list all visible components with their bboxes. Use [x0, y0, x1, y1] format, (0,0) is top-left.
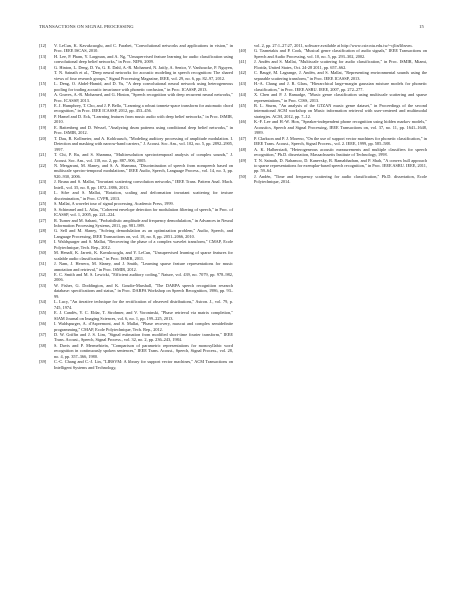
reference-entry	[239, 70, 427, 81]
reference-text: L. Deng, O. Abdel-Hamid, and D. Yu, "A deep convolutional neural network using heterogeneous pooling for trading acoustic invariance with phonetic confusion," in Proc. ICASSP, 2013.	[54, 81, 233, 92]
reference-text: I. Waldspurger and S. Mallat, "Recovering the phase of a complex wavelet transform," CMAP, Ecole Polytechnique, Tech. Rep., 2012.	[54, 239, 233, 250]
reference-number: [41]	[239, 59, 247, 65]
reference-text: P. Clarkson and P. J. Moreno, "On the use of support vector machines for phonetic classification," in IEEE Trans. Acoust., Speech, Signal Process., vol. 2. IEEE, 1999, pp. 585–588.	[254, 135, 427, 147]
references-right-column	[239, 43, 427, 185]
reference-number: [43]	[239, 81, 247, 87]
reference-entry	[239, 158, 427, 174]
reference-text: P. Hamel and D. Eck, "Learning features from music audio with deep belief networks," in Proc. ISMIR, 2010.	[54, 113, 233, 125]
reference-text: J. Nam, J. Herrera, M. Slaney, and J. Smith, "Learning sparse feature representations for music annotation and retrieval," in Proc. ISMIR, 2012.	[54, 261, 233, 272]
reference-entry	[239, 136, 427, 147]
reference-number: [15]	[39, 81, 47, 87]
reference-number: [36]	[39, 321, 47, 327]
reference-text: J. Bruna and S. Mallat, "Invariant scattering convolution networks," IEEE Trans. Pattern Anal. Mach. Intell., vol. 35, no. 8, pp. 1872–1886, 2013.	[54, 179, 233, 190]
reference-number: [16]	[39, 92, 47, 98]
reference-entry	[39, 228, 233, 239]
reference-text: S. Davis and P. Mermelstein, "Comparison of parametric representations for monosyllabic word recognition in continuously spoken sentences," IEEE Trans. Acoust., Speech, Signal Process., vol. 28, no. 4, pp. 357–366, 1980.	[54, 342, 233, 359]
reference-entry	[39, 81, 233, 92]
reference-number: [14]	[39, 64, 47, 70]
reference-text: N. Mesgarani, M. Slaney, and S. A. Shamma, "Discrimination of speech from nonspeech based on multiscale spectro-temporal modulations," IEEE Audio, Speech, Language Process., vol. 14, no. 3, pp. 920–930, 2006.	[54, 162, 233, 179]
reference-entry	[39, 321, 233, 332]
reference-number: [26]	[39, 206, 47, 212]
reference-entry	[239, 92, 427, 103]
reference-text: W. Fisher, G. Doddington, and K. Goudie-Marshall, "The DARPA speech recognition research database: specifications and status," in Proc. DARPA Workshop on Speech Recognition, 1986, pp. 93–99.	[54, 282, 233, 299]
reference-number: [32]	[39, 272, 47, 278]
reference-entry	[39, 332, 233, 343]
reference-text: T. Chi, P. Ru, and S. Shamma, "Multiresolution spectrotemporal analysis of complex sounds," J. Acoust. Soc. Am., vol. 118, no. 2, pp. 887–906, 2005.	[54, 152, 233, 163]
reference-entry	[239, 174, 427, 185]
reference-number: [42]	[239, 70, 247, 76]
reference-entry	[39, 310, 233, 321]
reference-number: [31]	[39, 261, 47, 267]
reference-number: [22]	[39, 162, 47, 168]
page-number: 15	[419, 24, 424, 29]
reference-text: T. Dau, B. Kollmeier, and A. Kohlrausch, "Modeling auditory processing of amplitude modulation. I. Detection and masking with narrow-band carriers," J. Acoust. Soc. Am., vol. 102, no. 5, pp. 2892–2905, 1997.	[54, 135, 233, 152]
journal-title: TRANSACTIONS ON SIGNAL PROCESSING	[39, 24, 134, 29]
reference-entry	[39, 114, 233, 125]
reference-entry	[39, 125, 233, 136]
reference-number: [12]	[39, 43, 47, 48]
reference-text: E. Battenberg and D. Wessel, "Analyzing drum patterns using conditional deep belief networks," in Proc. ISMIR, 2012.	[54, 124, 233, 136]
reference-text: G. Tzanetakis and P. Cook, "Musical genre classification of audio signals," IEEE Transactions on Speech and Audio Processing, vol. 10, no. 5, pp. 293–302, 2002.	[254, 48, 427, 59]
reference-text: E. C. Smith and M. S. Lewicki, "Efficient auditory coding," Nature, vol. 439, no. 7079, pp. 978–982, 2006.	[54, 272, 233, 283]
reference-entry	[39, 343, 233, 359]
reference-number: [13]	[39, 53, 47, 59]
reference-entry	[239, 48, 427, 59]
reference-number: [29]	[39, 239, 47, 245]
reference-text: M. Henaff, K. Jarrett, K. Kavukcuoglu, and Y. LeCun, "Unsupervised learning of sparse features for scalable audio classification," in Proc. ISMIR, 2011.	[54, 250, 233, 261]
reference-number: [20]	[39, 135, 47, 141]
reference-text: L. Lucy, "An iterative technique for the rectification of observed distributions," Astron. J., vol. 79, p. 745, 1974.	[54, 299, 233, 310]
reference-number: [24]	[39, 190, 47, 196]
reference-entry	[39, 152, 233, 163]
reference-entry	[239, 147, 427, 158]
reference-entry	[39, 359, 233, 370]
reference-number: [28]	[39, 228, 47, 234]
reference-text: V. LeCun, K. Kavukcuoglu, and C. Farabet, "Convolutional networks and applications in vision," in Proc. IEEE ISCAS, 2010.	[54, 43, 233, 54]
reference-text: S. Mallat, A wavelet tour of signal processing. Academic Press, 1999.	[54, 201, 174, 207]
reference-text: G. Sell and M. Slaney, "Solving demodulation as an optimization problem," Audio, Speech, and Language Processing, IEEE Transactions on, vol. 18, no. 8, pp. 2051–2066, 2010.	[54, 228, 233, 239]
reference-entry	[239, 81, 427, 92]
reference-number: [19]	[39, 124, 47, 130]
reference-entry	[39, 136, 233, 152]
reference-text: E. J. Candès, Y. C. Eldar, T. Strohmer, and V. Voroninski, "Phase retrieval via matrix completion," SIAM Journal on Imaging Sciences, vol. 6, no. 1, pp. 199–225, 2013.	[54, 310, 233, 321]
reference-text: I. Waldspurger, A. d'Aspremont, and S. Mallat, "Phase recovery, maxcut and complex semidefinite programming," CMAP, Ecole Polytechnique, Tech. Rep., 2012.	[54, 321, 233, 332]
reference-number: [25]	[39, 201, 47, 207]
reference-text: L. Sifre and S. Mallat, "Rotation, scaling and deformation invariant scattering for texture discrimination," in Proc. CVPR, 2013.	[54, 190, 233, 201]
reference-text: H. Lee, P. Pham, Y. Largman, and A. Ng, "Unsupervised feature learning for audio classification using convolutional deep belief networks," in Proc. NIPS, 2009.	[54, 53, 233, 65]
reference-entry	[239, 103, 427, 119]
reference-entry	[39, 54, 233, 65]
reference-entry	[39, 261, 233, 272]
reference-entry	[239, 119, 427, 135]
reference-text: C. Baugé, M. Lagrange, J. Andén, and S. Mallat, "Representing environmental sounds using the separable scattering transform," in Proc. IEEE ICASSP, 2013.	[254, 70, 427, 81]
reference-entry	[39, 43, 233, 54]
reference-text: vol. 2, pp. 27:1–27:27, 2011, software available at http://www.csie.ntu.edu.tw/~cjlin/libsvm.	[254, 43, 413, 48]
reference-entry	[39, 190, 233, 201]
reference-text: C.-C. Chang and C.-J. Lin, "LIBSVM: A library for support vector machines," ACM Transactions on Intelligent Systems and Technology,	[54, 359, 233, 370]
reference-text: E. J. Humphrey, T. Cho, and J. P. Bello, "Learning a robust tonnetz-space transform for automatic chord recognition," in Proc. IEEE ICASSP, 2012, pp. 453–456.	[54, 102, 233, 114]
reference-number: [23]	[39, 179, 47, 185]
reference-number: [21]	[39, 152, 47, 158]
reference-text: X. Chen and P. J. Ramadge, "Music genre classification using multiscale scattering and sparse representations," in Proc. CISS, 2013.	[254, 92, 427, 103]
reference-entry	[39, 103, 233, 114]
reference-entry	[39, 163, 233, 179]
reference-number: [40]	[239, 48, 247, 54]
reference-entry	[39, 250, 233, 261]
reference-text: H.-A. Chang and J. R. Glass, "Hierarchical large-margin gaussian mixture models for phonetic classification," in Proc. IEEE ASRU. IEEE, 2007, pp. 272–277.	[254, 81, 427, 92]
reference-text: R. Turner and M. Sahani, "Probabilistic amplitude and frequency demodulation," in Advances in Neural Information Processing Systems, 2011, pp. 981–989.	[54, 217, 233, 228]
reference-text: S. Schimmel and L. Atlas, "Coherent envelope detection for modulation filtering of speech," in Proc. of ICASSP, vol. 1, 2005, pp. 221–224.	[54, 206, 233, 218]
reference-text: A. Graves, A.-R. Mohamed, and G. Hinton, "Speech recognition with deep recurrent neural networks," Proc. ICASSP, 2013.	[54, 92, 233, 103]
reference-text: A. K. Halberstadt, "Heterogeneous acoustic measurements and multiple classifiers for speech recognition," Ph.D. dissertation, Massachusetts Institute of Technology, 1998.	[254, 146, 427, 158]
reference-text: J. Andén, "Time and frequency scattering for audio classification," Ph.D. dissertation, Ecole Polytechnique, 2014.	[254, 173, 427, 185]
reference-text: B. L. Sturm, "An analysis of the GTZAN music genre dataset," in Proceedings of the second international ACM workshop on Music information retrieval with user-centered and multimodal strategies. ACM, 2012, pp. 7–12.	[254, 102, 427, 119]
reference-entry	[39, 65, 233, 81]
reference-text: D. W. Griffin and J. S. Lim, "Signal estimation from modified short-time fourier transform," IEEE Trans. Acoust., Speech, Signal Process., vol. 32, no. 2, pp. 236–243, 1984.	[54, 332, 233, 343]
reference-number: [35]	[39, 310, 47, 316]
reference-entry	[39, 207, 233, 218]
reference-text: T. N. Sainath, D. Nahamoo, D. Kanevsky, B. Ramabhadran, and P. Shah, "A convex hull approach to sparse representations for exemplar-based speech recognition," in Proc. IEEE ASRU. IEEE, 2011, pp. 59–64.	[254, 157, 427, 174]
references-left-column	[39, 43, 233, 370]
reference-number: [30]	[39, 250, 47, 256]
reference-number: [48]	[239, 146, 247, 152]
reference-entry	[39, 283, 233, 299]
reference-number: [47]	[239, 135, 247, 141]
reference-entry	[39, 92, 233, 103]
reference-number: [44]	[239, 92, 247, 98]
reference-entry	[239, 59, 427, 70]
reference-number: [46]	[239, 119, 247, 125]
reference-entry	[39, 299, 233, 310]
reference-number: [34]	[39, 299, 47, 305]
reference-entry	[39, 239, 233, 250]
reference-number: [45]	[239, 102, 247, 108]
reference-text: J. Andén and S. Mallat, "Multiscale scattering for audio classification," in Proc. ISMIR, Miami, Florida, United States, Oct. 24-28 2011, pp. 657–662.	[254, 59, 427, 70]
reference-number: [17]	[39, 102, 47, 108]
reference-number: [18]	[39, 113, 47, 119]
reference-number: [37]	[39, 332, 47, 338]
reference-text: K.-F. Lee and H.-W. Hon, "Speaker-independent phone recognition using hidden markov models," Acoustics, Speech and Signal Processing, IEEE Transactions on, vol. 37, no. 11, pp. 1641–1648, 1989.	[254, 119, 427, 136]
reference-entry	[39, 272, 233, 283]
reference-number: [39]	[39, 359, 47, 365]
reference-entry	[39, 218, 233, 229]
reference-number: [50]	[239, 173, 247, 179]
reference-number: [38]	[39, 342, 47, 348]
reference-number: [49]	[239, 157, 247, 163]
reference-number: [27]	[39, 217, 47, 223]
reference-text: G. Hinton, L. Deng, D. Yu, G. E. Dahl, A.-R. Mohamed, N. Jaitly, A. Senior, V. Vanhoucke, P. Nguyen, T. N. Sainath et al., "Deep neural networks for acoustic modeling in speech recognition: The shared views of four research groups," Signal Processing Magazine, IEEE, vol. 29, no. 6, pp. 82–97, 2012.	[54, 64, 233, 81]
reference-number: [33]	[39, 282, 47, 288]
reference-entry	[39, 179, 233, 190]
